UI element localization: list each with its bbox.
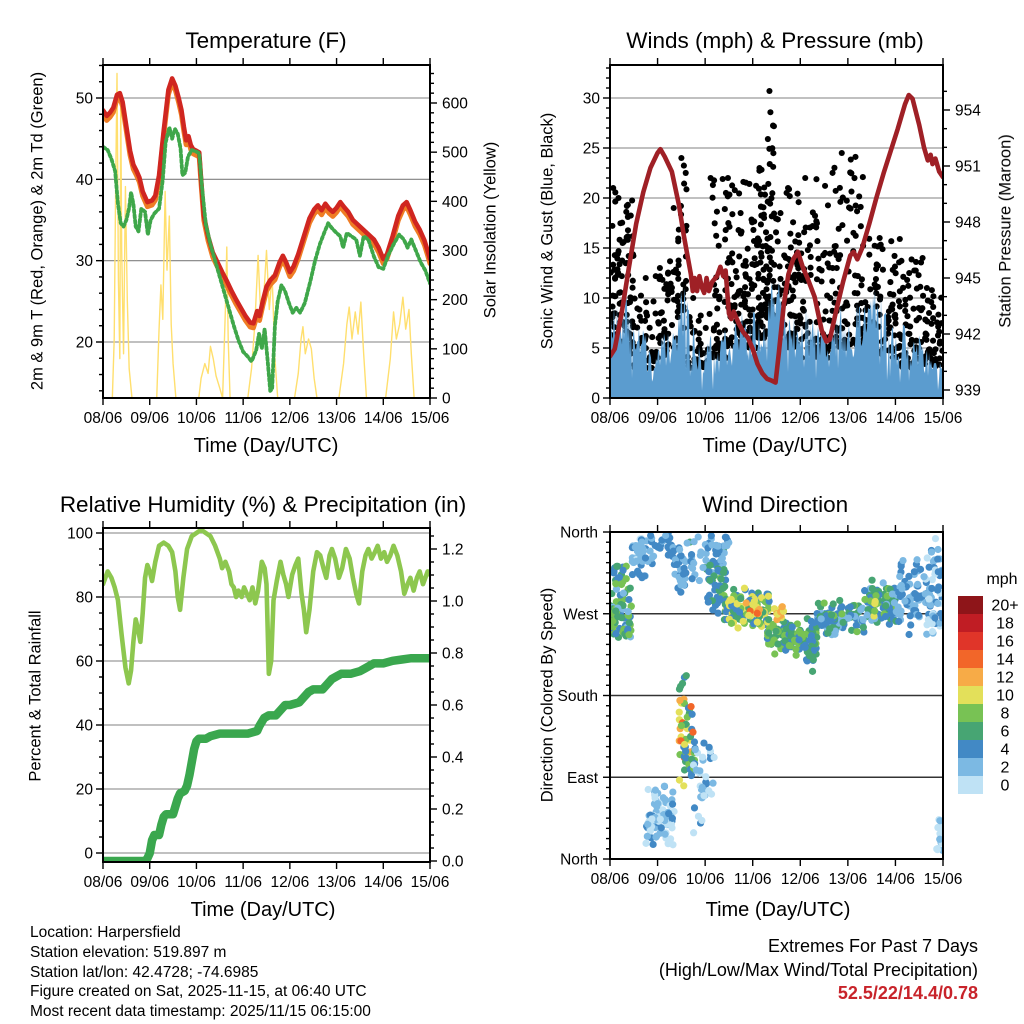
humidity-precip-chart-canvas (0, 470, 512, 920)
figure-created: Figure created on Sat, 2025-11-15, at 06:40 UTC (30, 983, 367, 1001)
extremes-summary (512, 935, 978, 1006)
winds-ylabel-left: Sonic Wind & Gust (Blue, Black) (538, 112, 557, 350)
winds-ylabel-right: Station Pressure (Maroon) (996, 134, 1015, 328)
extremes-values: 52.5/22/14.4/0.78 (837, 983, 978, 1003)
wind-direction-ylabel-left: Direction (Colored By Speed) (538, 587, 557, 803)
extremes-heading: Extremes For Past 7 Days (767, 936, 978, 956)
wind-direction-chart-canvas (512, 470, 1024, 920)
temperature-ylabel-left: 2m & 9m T (Red, Orange) & 2m Td (Green) (28, 71, 47, 391)
station-elevation: Station elevation: 519.897 m (30, 943, 227, 961)
humidity-title: Relative Humidity (%) & Precipitation (in) (59, 492, 467, 517)
wind-direction-xlabel: Time (Day/UTC) (705, 899, 851, 921)
data-timestamp: Most recent data timestamp: 2025/11/15 06:15:00 (30, 1003, 371, 1021)
temperature-ylabel-right: Solar Insolation (Yellow) (481, 141, 500, 319)
humidity-xlabel: Time (Day/UTC) (190, 899, 336, 921)
winds-title: Winds (mph) & Pressure (mb) (626, 28, 924, 53)
temperature-xlabel: Time (Day/UTC) (193, 435, 339, 457)
station-location: Location: Harpersfield (30, 924, 181, 941)
extremes-subheading: (High/Low/Max Wind/Total Precipitation) (658, 959, 978, 980)
humidity-ylabel-left: Percent & Total Rainfall (26, 610, 45, 782)
temperature-title: Temperature (F) (185, 28, 347, 53)
station-info (30, 923, 371, 1022)
winds-pressure-chart-canvas (512, 0, 1024, 470)
wind-direction-title: Wind Direction (701, 492, 849, 517)
winds-xlabel: Time (Day/UTC) (702, 435, 848, 457)
temperature-chart-canvas (0, 0, 512, 470)
station-latlon: Station lat/lon: 42.4728; -74.6985 (30, 963, 259, 981)
